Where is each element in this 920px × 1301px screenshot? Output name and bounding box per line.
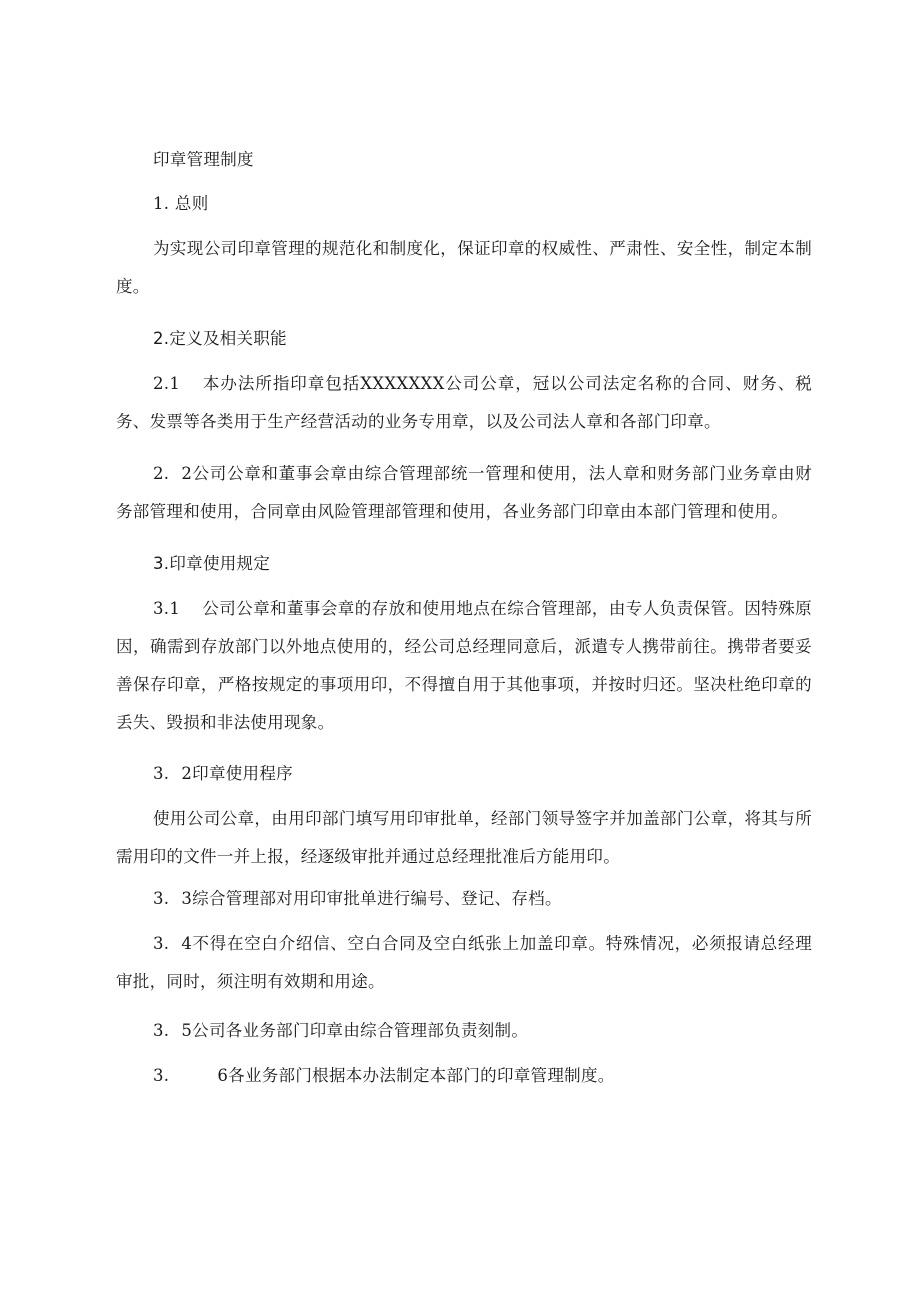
item-text: 2印章使用程序 <box>181 764 293 783</box>
section-1-heading: 1. 总则 <box>153 194 209 213</box>
section-3-item-2 <box>116 755 812 793</box>
section-2-heading: 2.定义及相关职能 <box>153 329 287 348</box>
item-number: 3. <box>153 764 170 783</box>
item-text: 3综合管理部对用印审批单进行编号、登记、存档。 <box>181 889 562 908</box>
section-3-item-6 <box>116 1057 812 1095</box>
item-number: 2.1 <box>153 374 181 393</box>
section-2-item-2 <box>116 455 812 531</box>
item-text: 本办法所指印章包括XXXXXXX公司公章，冠以公司法定名称的合同、财务、税务、发票等各类用于生产经营活动的业务专用章，以及公司法人章和各部门印章。 <box>116 374 812 431</box>
section-3-item-5 <box>116 1012 812 1050</box>
item-text: 6各业务部门根据本办法制定本部门的印章管理制度。 <box>217 1066 615 1085</box>
section-3-heading: 3.印章使用规定 <box>153 554 271 573</box>
item-number: 3. <box>153 934 170 953</box>
item-number: 2. <box>153 464 170 483</box>
item-number: 3. <box>153 1021 170 1040</box>
item-text: 2公司公章和董事会章由综合管理部统一管理和使用，法人章和财务部门业务章由财务部管理和使用，合同章由风险管理部管理和使用，各业务部门印章由本部门管理和使用。 <box>116 464 812 521</box>
item-number: 3. <box>153 1066 170 1085</box>
item-text: 4不得在空白介绍信、空白合同及空白纸张上加盖印章。特殊情况，必须报请总经理审批，同时，须注明有效期和用途。 <box>116 934 812 991</box>
item-text: 5公司各业务部门印章由综合管理部负责刻制。 <box>181 1021 529 1040</box>
section-3-item-3 <box>116 880 812 918</box>
section-1-body: 为实现公司印章管理的规范化和制度化，保证印章的权威性、严肃性、安全性，制定本制度。 <box>116 239 812 296</box>
section-3-item-2-body: 使用公司公章，由用印部门填写用印审批单，经部门领导签字并加盖部门公章，将其与所需用印的文件一并上报，经逐级审批并通过总经理批准后方能用印。 <box>116 809 812 866</box>
section-3-item-4 <box>116 925 812 1001</box>
item-number: 3.1 <box>153 599 181 618</box>
item-text: 公司公章和董事会章的存放和使用地点在综合管理部，由专人负责保管。因特殊原因，确需到存放部门以外地点使用的，经公司总经理同意后，派遣专人携带前往。携带者要妥善保存印章，严格按规定的事项用印，不得擅自用于其他事项，并按时归还。坚决杜绝印章的丢失、毁损和非法使用现象。 <box>116 599 812 732</box>
document-title: 印章管理制度 <box>153 150 254 169</box>
item-number: 3. <box>153 889 170 908</box>
section-3-item-1 <box>116 590 812 742</box>
section-2-item-1 <box>116 365 812 441</box>
